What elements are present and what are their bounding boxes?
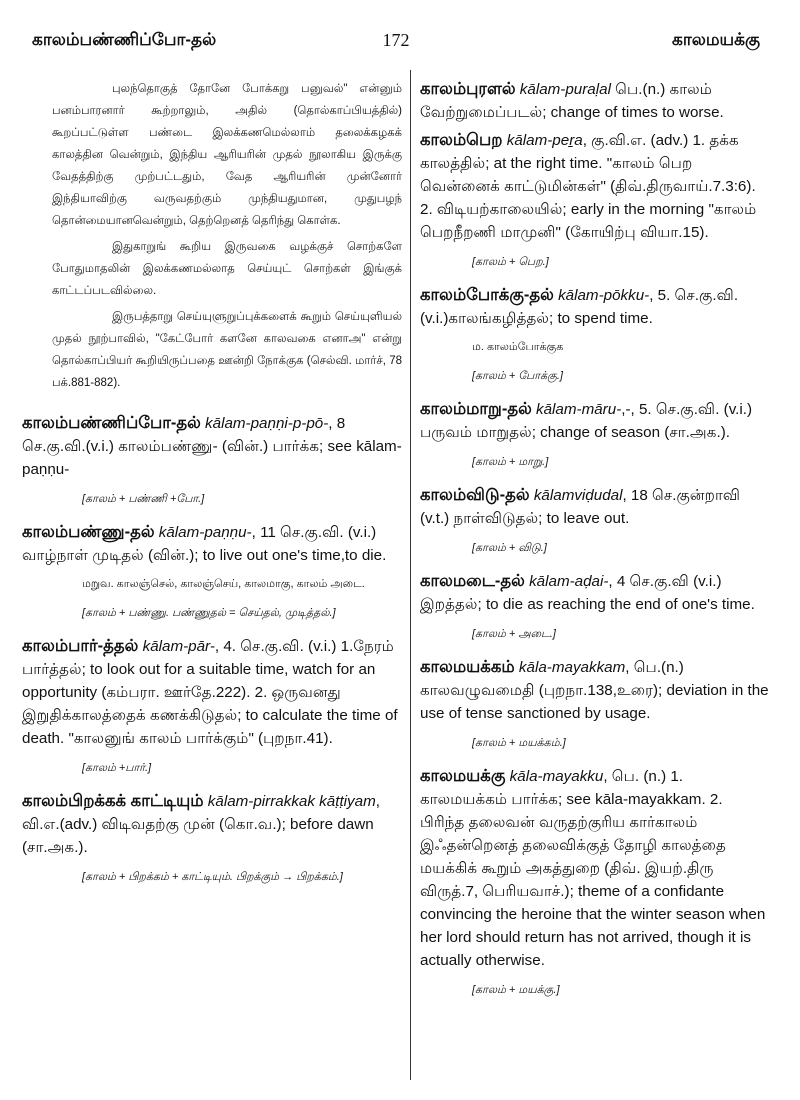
headword: காலம்போக்கு-தல்: [420, 286, 554, 304]
headword: காலமயக்கம்: [420, 658, 515, 676]
definition: , பெ.(n.) காலவழுவமைதி (புறநா.138,உரை); deviation in the use of tense sanctioned by usage.: [420, 659, 769, 722]
definition: , 11 செ.கு.வி. (v.i.) வாழ்நாள் முடிதல் (வின்.); to live out one's time,to die.: [22, 524, 387, 564]
definition: , 5. செ.கு.வி. (v.i.)காலங்கழித்தல்; to spend time.: [420, 287, 739, 327]
left-column: [22, 78, 402, 899]
etymology: [காலம் + போக்கு.]: [472, 370, 563, 382]
etymology: [காலம் + பண்ணி +போ.]: [82, 493, 205, 505]
definition: , 4 செ.கு.வி (v.i.) இறத்தல்; to die as reaching the end of one's time.: [420, 573, 755, 613]
transliteration: kālam-pirrakkak kāṭṭiyam: [207, 793, 376, 810]
headword: காலம்மாறு-தல்: [420, 400, 532, 418]
page-header: [32, 30, 760, 58]
etymology: [காலம் + விடு.]: [472, 542, 547, 554]
definition: , 8 செ.கு.வி.(v.i.) காலம்பண்ணு- (வின்.) பார்க்க; see kālam-paṇṇu-: [22, 415, 402, 478]
transliteration: kālam-māru-: [536, 401, 622, 418]
headword: காலமடை-தல்: [420, 572, 525, 590]
definition: , 4. செ.கு.வி. (v.i.) 1.நேரம் பார்த்தல்; to look out for a suitable time, watch for an opportunity (கம்பரா. ஊர்தே.222). 2. ஒருவனது இறுதிக்காலத்தைக் கணக்கிடுதல்; to calculate the time of death. "காலனுங் காலம் பார்க்கும்" (புறநா.41).: [22, 638, 398, 747]
definition: , பெ. (n.) 1. காலமயக்கம் பார்க்க; see kāla-mayakkam. 2. பிரிந்த தலைவன் வருதற்குரிய கார்காலம் இஃதன்றெனத் தலைவிக்குத் தோழி காலத்தை மயக்கிக் கூறும் அகத்துறை (திவ். இயற்.திரு விருத்.7, பெரியவாச்.); theme of a confidante convincing the heroine that the winter season when her lord should return has not arrived, though it is actually otherwise.: [420, 768, 766, 969]
etymology: [காலம் + மயக்கு.]: [472, 984, 560, 996]
right-column: [420, 78, 770, 1012]
dictionary-entry: [22, 412, 402, 481]
definition: பெ.(n.) காலம் வேற்றுமைப்படல்; change of times to worse.: [420, 81, 724, 121]
dictionary-entry: [22, 521, 402, 567]
dictionary-entry: [420, 284, 770, 330]
headword: காலமயக்கு: [420, 767, 506, 785]
transliteration: kālam-peṟa: [506, 132, 583, 149]
etymology: [காலம் + பிறக்கம் + காட்டியும். பிறக்கும் → பிறக்கம்.]: [82, 871, 343, 883]
transliteration: kālam-paṇṇu-: [158, 524, 252, 541]
dictionary-entry: [420, 129, 770, 244]
etymology: [காலம் +பார்.]: [82, 762, 152, 774]
etymology: [காலம் + மயக்கம்.]: [472, 737, 566, 749]
dictionary-entry: [420, 656, 770, 725]
dictionary-entry: [22, 790, 402, 859]
headword: காலம்விடு-தல்: [420, 486, 530, 504]
dictionary-entry: [420, 398, 770, 444]
dictionary-entry: [420, 765, 770, 972]
header-left-guideword: காலம்பண்ணிப்போ-தல்: [32, 30, 217, 49]
headword: காலம்பெற: [420, 131, 503, 149]
transliteration: kālamviḍudal: [533, 487, 623, 504]
headword: காலம்பார்-த்தல்: [22, 637, 139, 655]
headword: காலம்புரளல்: [420, 80, 516, 98]
continued-note: [52, 78, 402, 394]
synonyms-note: மறுவ. காலஞ்செல், காலஞ்செய், காலமாகு, காலம் அடை.: [82, 578, 365, 590]
definition: ,-, 5. செ.கு.வி. (v.i.) பருவம் மாறுதல்; change of season (சா.அக.).: [420, 401, 753, 441]
transliteration: kālam-pōkku-: [558, 287, 650, 304]
definition: , கு.வி.எ. (adv.) 1. தக்க காலத்தில்; at the right time. "காலம் பெற வென்னைக் காட்டுமின்கள்" (திவ்.திருவாய்.7.3:6). 2. விடியற்காலையில்; early in the morning "காலம் பெறநீறணி மாமுனி" (கோயிற்பு வியா.15).: [420, 132, 757, 241]
page-number: 172: [382, 30, 410, 50]
dictionary-entry: [420, 570, 770, 616]
definition: , 18 செ.குன்றாவி (v.t.) நாள்விடுதல்; to leave out.: [420, 487, 741, 527]
transliteration: kālam-aḍai-: [529, 573, 609, 590]
note-paragraph: இதுகாறுங் கூறிய இருவகை வழக்குச் சொற்களே போதுமாதலின் இலக்கணமல்லாத செய்யுட் சொற்கள் இங்குக் காட்டப்படவில்லை.: [52, 241, 402, 297]
column-divider: [410, 70, 411, 1080]
transliteration: kālam-pār-: [142, 638, 215, 655]
definition: , வி.எ.(adv.) விடிவதற்கு முன் (கொ.வ.); before dawn (சா.அக.).: [22, 793, 380, 856]
etymology: [காலம் + மாறு.]: [472, 456, 549, 468]
dictionary-entry: [420, 484, 770, 530]
note-paragraph: புலந்தொகுத் தோனே போக்கறு பனுவல்" என்னும் பனம்பாரனார் கூற்றாலும், அதில் (தொல்காப்பியத்தில்) கூறப்பட்டுள்ள பண்டை இலக்கணமெல்லாம் தலைக்கழகக் காலத்தின வென்றும், இந்திய ஆரியரின் முதல் நூலாகிய இருக்கு வேதத்திற்கு முற்பட்டதும், வேத ஆரியரின் முன்னோர் இந்தியாவிற்கு வருவதற்கும் முந்தியதுமான, முதுபழந் தொன்மையானவென்றும், தெற்றெனத் தெரிந்து கொள்க.: [52, 83, 402, 227]
transliteration: kālam-puraḷal: [519, 81, 611, 98]
transliteration: kāla-mayakkam: [518, 659, 626, 676]
transliteration: kāla-mayakku: [509, 768, 604, 785]
cognate-note: ம. காலம்போக்குக: [472, 341, 564, 353]
dictionary-entry: [420, 78, 770, 124]
dictionary-entry: [22, 635, 402, 750]
etymology: [காலம் + பெற.]: [472, 256, 549, 268]
headword: காலம்பிறக்கக் காட்டியும்: [22, 792, 204, 810]
header-right-guideword: காலமயக்கு: [671, 30, 760, 49]
etymology: [காலம் + அடை.]: [472, 628, 556, 640]
headword: காலம்பண்ணிப்போ-தல்: [22, 414, 201, 432]
transliteration: kālam-paṇṇi-p-pō-: [205, 415, 329, 432]
headword: காலம்பண்ணு-தல்: [22, 523, 155, 541]
etymology: [காலம் + பண்ணு. பண்ணுதல் = செய்தல், முடித்தல்.]: [82, 607, 336, 619]
note-paragraph: இருபத்தாறு செய்யுளுறுப்புக்களைக் கூறும் செய்யுளியல் முதல் நூற்பாவில், "கேட்போர் களனே காலவகை எனாஅ" என்று தொல்காப்பியர் கூறியிருப்பதை ஊன்றி நோக்குக (செல்வி. மார்ச், 78 பக்.881-882).: [52, 311, 402, 389]
